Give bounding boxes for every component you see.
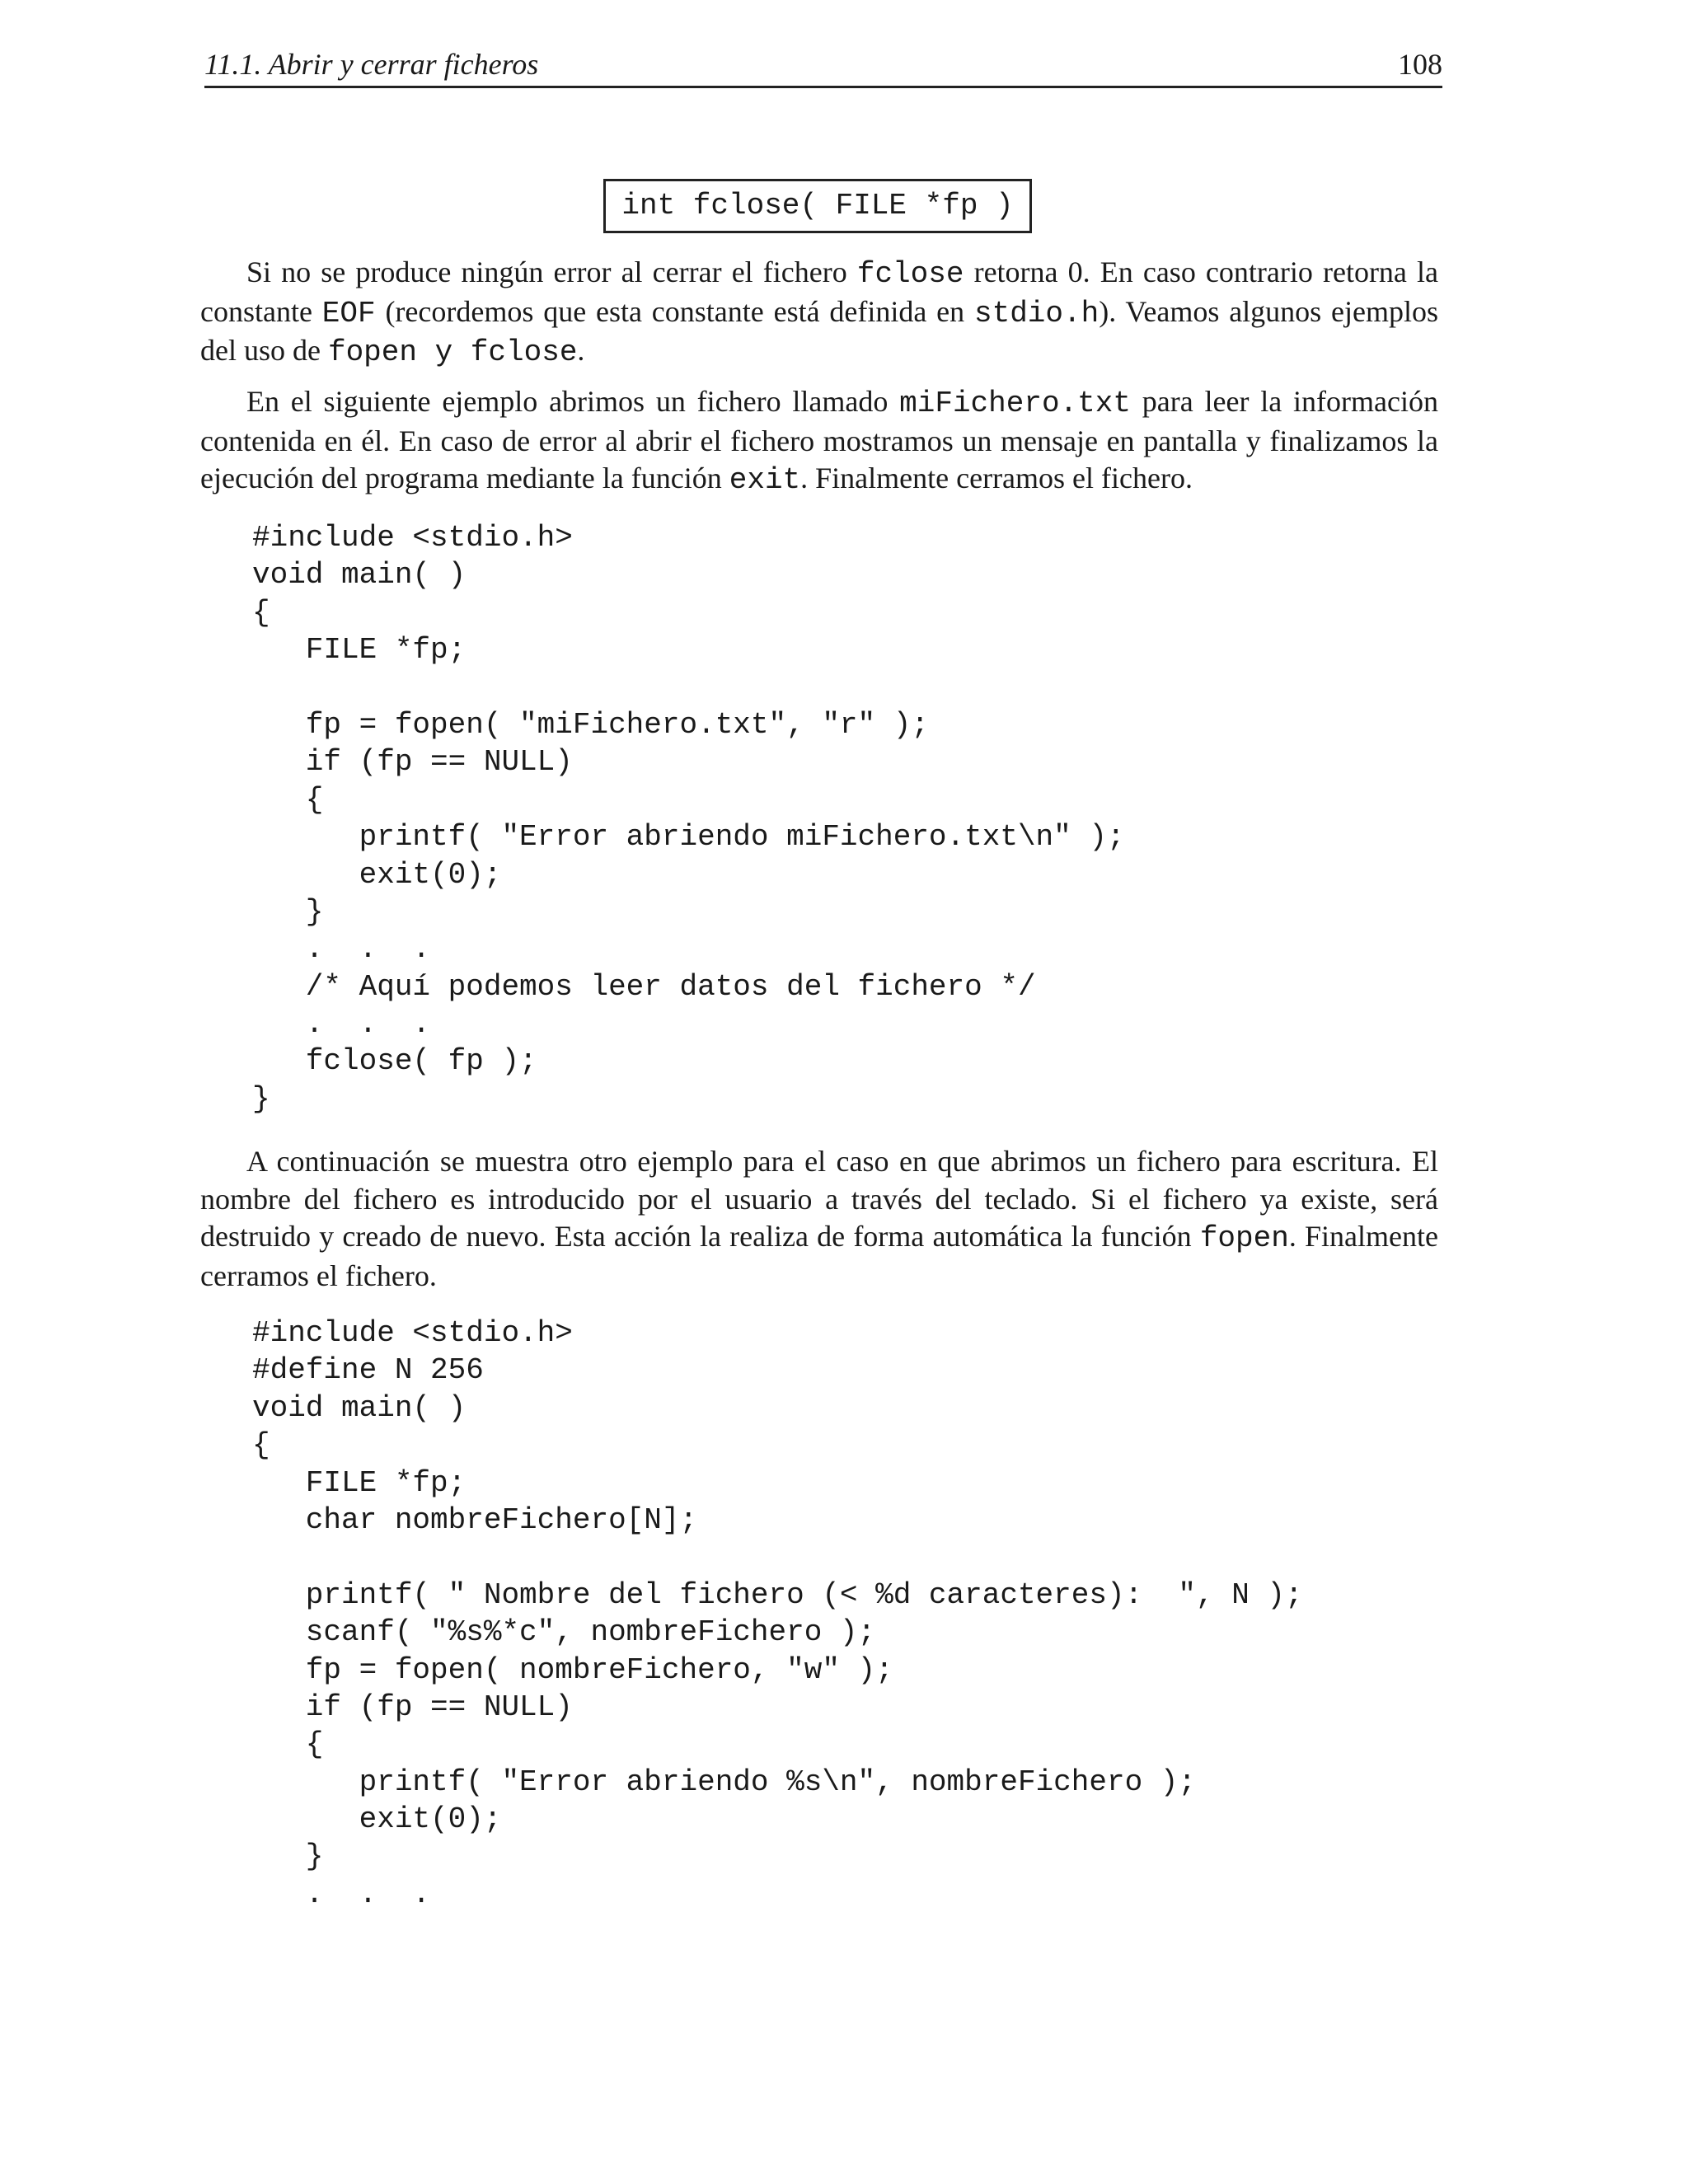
code-line	[252, 1539, 1303, 1576]
paragraph-text: A continuación se muestra otro ejemplo para el caso en que abrimos un fichero para escritura. El nombre del fichero es introducido por el usuario a través del teclado. Si el fichero ya existe, será destruido y creado de nuevo. Esta acción la realiza de forma automática la función	[200, 1145, 1438, 1253]
code-line: }	[252, 894, 324, 929]
code-line: if (fp == NULL)	[252, 745, 573, 780]
paragraph-example-write	[200, 1143, 1438, 1295]
code-line: #include <stdio.h>	[252, 1316, 573, 1350]
code-block-read-example	[252, 519, 1125, 1118]
code-line: {	[252, 782, 324, 817]
code-line: . . .	[252, 1877, 431, 1911]
code-line	[252, 669, 1125, 706]
code-line: fclose( fp );	[252, 1044, 537, 1079]
code-line: {	[252, 1727, 324, 1762]
code-line: void main( )	[252, 1390, 467, 1425]
code-line: FILE *fp;	[252, 1465, 467, 1500]
code-line: printf( "Error abriendo %s\n", nombreFichero );	[252, 1765, 1196, 1799]
inline-code: miFichero.txt	[899, 387, 1131, 420]
paragraph-fclose-return	[200, 254, 1438, 372]
function-signature-box: int fclose( FILE *fp )	[603, 179, 1032, 233]
inline-code: fclose	[856, 257, 964, 291]
paragraph-text: (recordemos que esta constante está definida en	[375, 294, 974, 328]
code-line: char nombreFichero[N];	[252, 1502, 698, 1537]
code-line: #define N 256	[252, 1353, 484, 1388]
inline-code: stdio.h	[973, 296, 1100, 330]
paragraph-text: para leer la información contenida en él. En caso de error al abrir el fichero mostramos un mensaje en pantalla y finalizamos la ejecución del programa mediante la función	[200, 385, 1438, 494]
code-line: if (fp == NULL)	[252, 1690, 573, 1724]
inline-code: fopen y fclose	[327, 335, 578, 369]
code-block-write-example	[252, 1315, 1303, 1913]
running-header	[204, 43, 1442, 88]
paragraph-text: Si no se produce ningún error al cerrar el fichero	[246, 255, 857, 288]
paragraph-text: . Finalmente cerramos el fichero.	[800, 462, 1193, 494]
code-line: exit(0);	[252, 1802, 502, 1837]
page-number: 108	[1398, 48, 1442, 81]
inline-code: EOF	[321, 296, 376, 330]
code-line: /* Aquí podemos leer datos del fichero */	[252, 969, 1036, 1004]
code-line: fp = fopen( nombreFichero, "w" );	[252, 1652, 893, 1687]
code-line: FILE *fp;	[252, 633, 467, 668]
code-line: {	[252, 1428, 270, 1463]
code-line: fp = fopen( "miFichero.txt", "r" );	[252, 707, 929, 742]
code-line: #include <stdio.h>	[252, 521, 573, 555]
code-line: printf( " Nombre del fichero (< %d caracteres): ", N );	[252, 1577, 1303, 1612]
paragraph-example-read	[200, 383, 1438, 499]
section-title: 11.1. Abrir y cerrar ficheros	[204, 48, 539, 81]
inline-code: fopen	[1199, 1221, 1289, 1255]
paragraph-text: En el siguiente ejemplo abrimos un fichero llamado	[246, 385, 900, 418]
code-line: printf( "Error abriendo miFichero.txt\n" );	[252, 820, 1125, 855]
code-line: void main( )	[252, 558, 467, 593]
code-line: }	[252, 1081, 270, 1116]
code-line: scanf( "%s%*c", nombreFichero );	[252, 1615, 876, 1650]
paragraph-text: ). Veamos algunos ejemplos del uso de	[200, 294, 1438, 367]
paragraph-text: retorna 0. En caso contrario retorna la constante	[200, 255, 1439, 328]
code-line: }	[252, 1840, 324, 1874]
paragraph-text: .	[577, 334, 585, 367]
paragraph-text: . Finalmente cerramos el fichero.	[200, 1220, 1438, 1292]
code-line: exit(0);	[252, 857, 502, 892]
code-line: . . .	[252, 932, 431, 967]
inline-code: exit	[729, 463, 801, 497]
code-line: {	[252, 595, 270, 630]
code-line: . . .	[252, 1007, 431, 1042]
